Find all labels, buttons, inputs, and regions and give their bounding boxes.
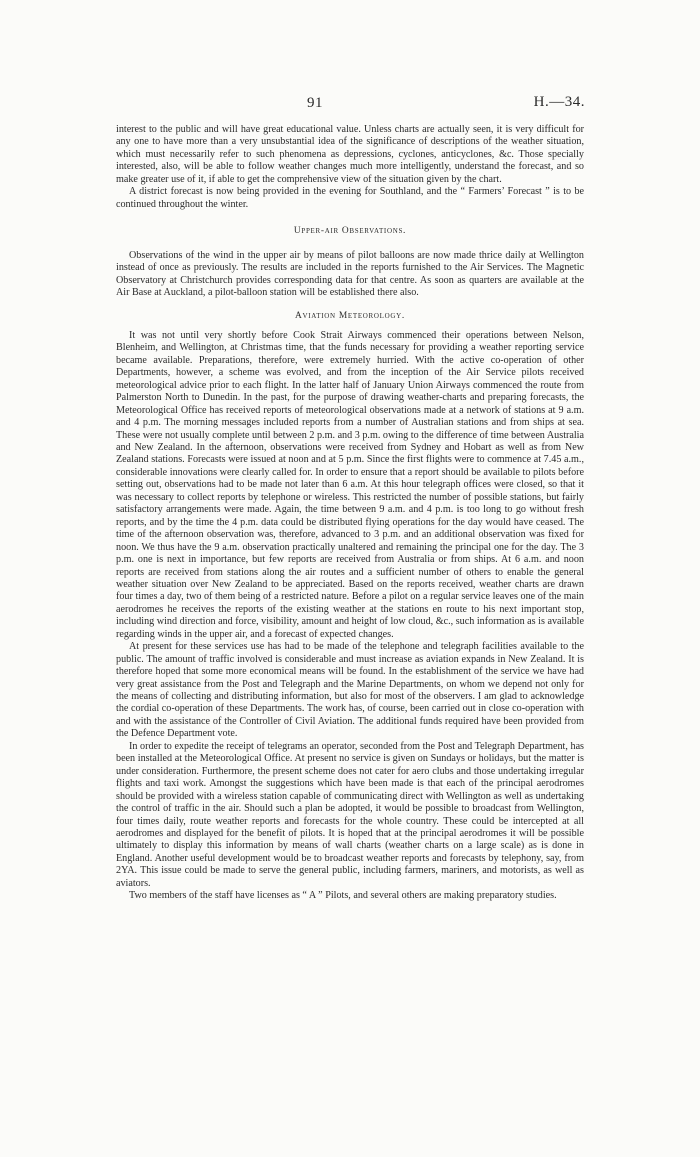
document-reference: H.—34.	[533, 94, 585, 110]
paragraph-telephone-telegraph: At present for these services use has had to be made of the telephone and telegraph facilities available to the public. The amount of traffic involved is considerable and must increase as aviation expands in New Zealand. It is therefore hoped that some more economical means will be found. In the establishment of the service we have had very great assistance from the Post and Telegraph and the Marine Departments, on whom we depend not only for the means of collecting and distributing information, but also for most of the observers. I am glad to acknowledge the cordial co-operation of these Departments. The work has, of course, been carried out in close co-operation with and with the assistance of the Controller of Civil Aviation. The additional funds required have been provided from the Defence Department vote.	[116, 641, 584, 740]
document-body	[116, 124, 584, 903]
paragraph-charts-intro: interest to the public and will have great educational value. Unless charts are actually seen, it is very difficult for any one to have more than a very unsubstantial idea of the significance of descriptions of the weather situation, which must necessarily refer to such phenomena as depressions, cyclones, anticyclones, &c. Those specially interested, also, will be able to follow weather changes much more intelligently, understand the forecast, and so make greater use of it, if able to get the comprehensive view of the situation given by the chart.	[116, 124, 584, 185]
paragraph-aviation-history: It was not until very shortly before Cook Strait Airways commenced their operations between Nelson, Blenheim, and Wellington, at Christmas time, that the funds necessary for providing a weather reporting service became available. Preparations, therefore, were extremely hurried. With the active co-operation of other Departments, however, a scheme was evolved, and from the inception of the Air Service pilots received meteorological advice prior to each flight. In the latter half of January Union Airways commenced the route from Palmerston North to Dunedin. In the past, for the purpose of drawing weather-charts and preparing forecasts, the Meteorological Office has received reports of meteorological observations made at a network of stations at 9 a.m. and 4 p.m. The morning messages included reports from a number of Australian stations and from ships at sea. These were not usually complete until between 2 p.m. and 3 p.m. owing to the difference of time between Australia and New Zealand. In the afternoon, observations were received from Sydney and Hobart as well as from New Zealand stations. Forecasts were issued at noon and at 5 p.m. Since the first flights were to commence at 7.45 a.m., considerable innovations were clearly called for. In order to ensure that a report should be available to pilots before setting out, observations had to be made not later than 6 a.m. At this hour telegraph offices were closed, so that it was necessary to collect reports by telephone or wireless. This restricted the number of possible stations, but fairly satisfactory arrangements were made. Again, the time between 9 a.m. and 4 p.m. is too long to go without fresh reports, and by the time the 4 p.m. data could be distributed flying operations for the day would have ceased. The time of the afternoon observation was, therefore, advanced to 3 p.m. and an additional observation was fixed for noon. We thus have the 9 a.m. observation practically unaltered and remaining the principal one for the day. The 3 p.m. one is next in importance, but few reports are received from Australia or from ships. At 6 a.m. and noon reports are received from stations along the air routes and a sufficient number of others to enable the general weather situation over New Zealand to be appreciated. Based on the reports received, weather charts are drawn four times a day, two of them being of a restricted nature. Before a pilot on a regular service leaves one of the main aerodromes he receives the reports of the existing weather at the stations en route to his next important stop, including wind direction and force, visibility, amount and height of low cloud, &c., such information as is available regarding winds in the upper air, and a forecast of expected changes.	[116, 329, 584, 640]
paragraph-staff-pilots: Two members of the staff have licenses as “ A ” Pilots, and several others are making preparatory studies.	[129, 890, 557, 902]
paragraph-district-forecast: A district forecast is now being provided in the evening for Southland, and the “ Farmers’ Forecast ” is to be continued throughout the winter.	[116, 186, 584, 210]
section-heading-upper-air: Upper-air Observations.	[293, 226, 407, 237]
section-heading-aviation: Aviation Meteorology.	[295, 311, 405, 322]
paragraph-upper-air: Observations of the wind in the upper air by means of pilot balloons are now made thrice daily at Wellington instead of once as previously. The results are included in the reports furnished to the Air Services. The Magnetic Observatory at Christchurch provides corresponding data for that centre. As soon as quarters are available at the Air Base at Auckland, a pilot-balloon station will be established there also.	[116, 249, 584, 298]
page-number: 91	[307, 95, 323, 111]
paragraph-telegram-operator: In order to expedite the receipt of telegrams an operator, seconded from the Post and Telegraph Department, has been installed at the Meteorological Office. At present no service is given on Sundays or holidays, but the matter is under consideration. Furthermore, the present scheme does not cater for aero clubs and those undertaking irregular flights and taxi work. Amongst the suggestions which have been made is that each of the principal aerodromes should be provided with a wireless station capable of communicating direct with Wellington as well as undertaking the control of traffic in the air. Should such a plan be adopted, it would be possible to broadcast from Wellington, four times daily, route weather reports and forecasts for the whole country. These could be intercepted at all aerodromes and displayed for the benefit of pilots. It is hoped that at the principal aerodromes it will be possible ultimately to display this information by means of wall charts (weather charts on a large scale) as is done in England. Another useful development would be to broadcast weather reports and forecasts by telephony, say, from 2YA. This issue could be made to serve the general public, including farmers, mariners, and motorists, as well as aviators.	[116, 740, 584, 889]
